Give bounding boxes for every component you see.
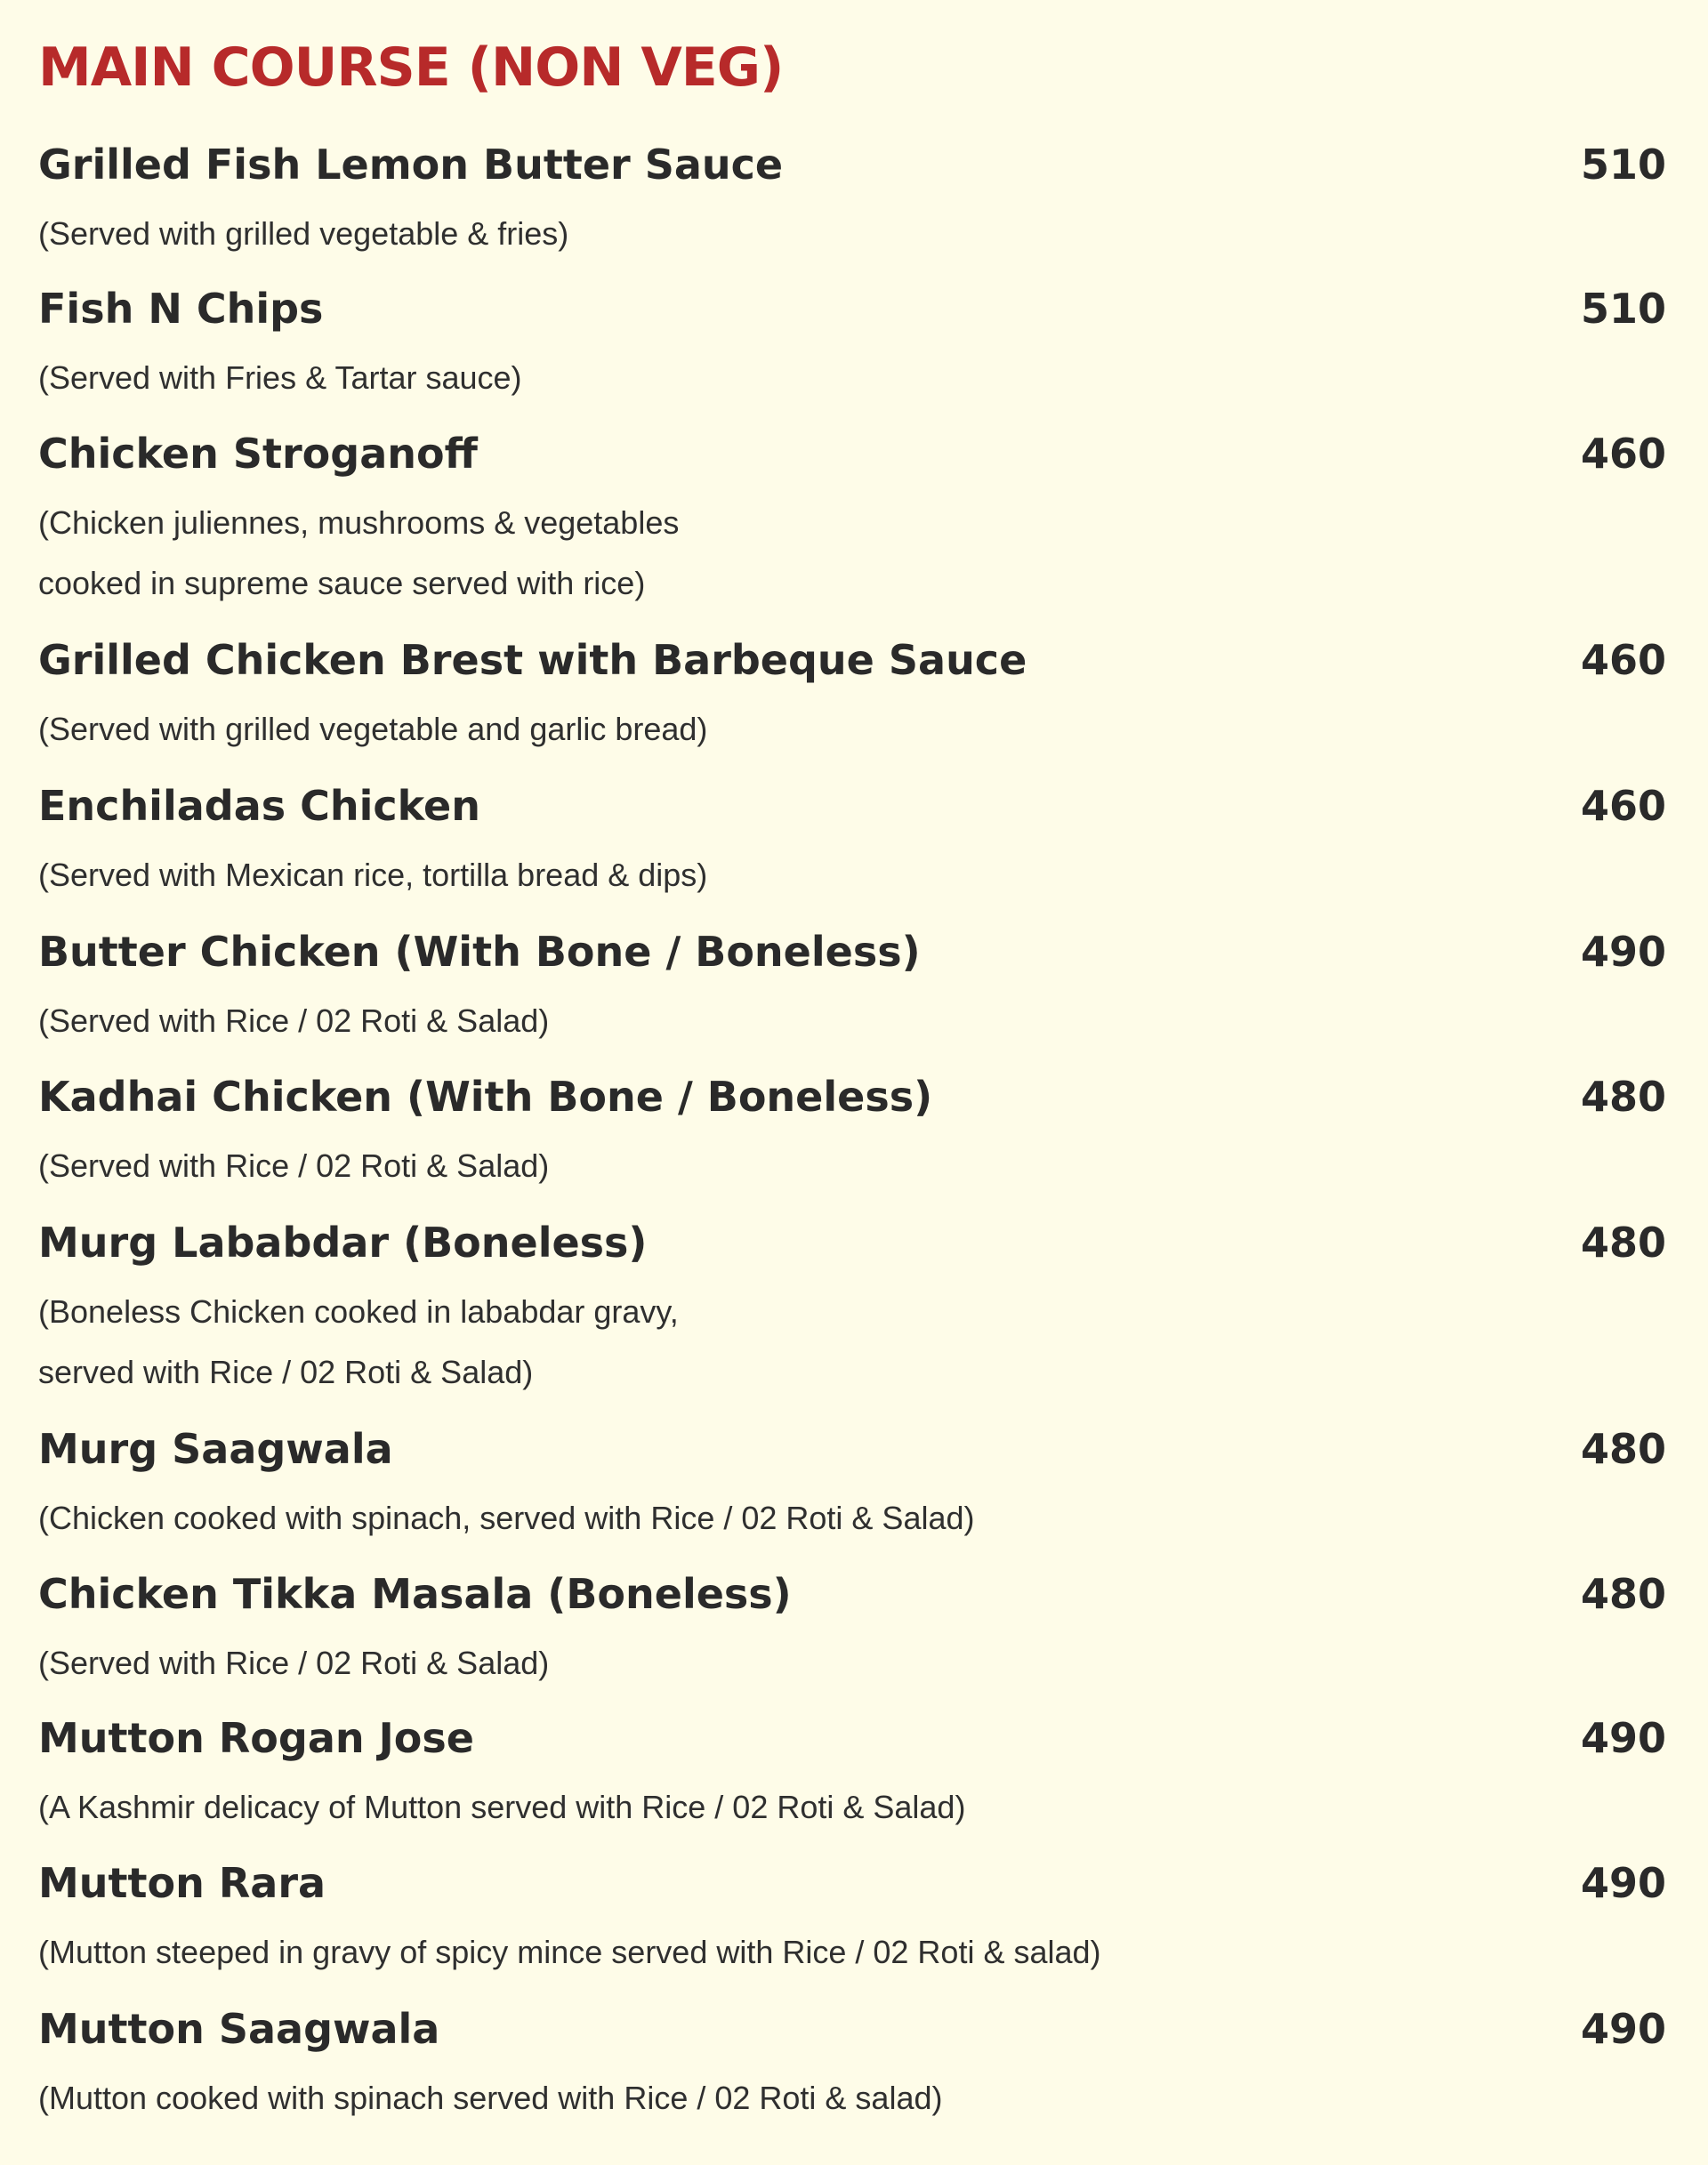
- menu-item-price: 460: [1580, 782, 1666, 830]
- menu-item-header: [38, 1993, 1666, 2064]
- menu-item-header: [38, 916, 1666, 987]
- menu-section-title: MAIN COURSE (NON VEG): [38, 36, 784, 99]
- menu-item-description: (A Kashmir delicacy of Mutton served with Rice / 02 Roti & Salad): [38, 1789, 966, 1825]
- menu-item-description: cooked in supreme sauce served with rice): [38, 565, 646, 601]
- menu-item-price: 510: [1580, 141, 1666, 189]
- menu-item-header: [38, 273, 1666, 344]
- menu-item-price: 460: [1580, 636, 1666, 684]
- menu-item: [38, 916, 1666, 1051]
- menu-item-description: (Served with Rice / 02 Roti & Salad): [38, 1645, 550, 1681]
- menu-item-name: Chicken Stroganoff: [38, 430, 478, 478]
- menu-item-price: 490: [1580, 928, 1666, 976]
- menu-item-price: 480: [1580, 1073, 1666, 1121]
- menu-item: [38, 1847, 1666, 1983]
- menu-item-description: (Served with Mexican rice, tortilla bread & dips): [38, 857, 708, 893]
- menu-item-price: 490: [1580, 2005, 1666, 2053]
- menu-item-header: [38, 129, 1666, 200]
- menu-item-description: (Served with Fries & Tartar sauce): [38, 359, 522, 396]
- menu-item-description: (Served with grilled vegetable & fries): [38, 215, 569, 252]
- menu-item-name: Murg Saagwala: [38, 1425, 393, 1473]
- menu-item-header: [38, 1702, 1666, 1774]
- menu-item-name: Grilled Fish Lemon Butter Sauce: [38, 141, 784, 189]
- menu-item-name: Butter Chicken (With Bone / Boneless): [38, 928, 921, 976]
- menu-item-header: [38, 624, 1666, 696]
- menu-item-header: [38, 1207, 1666, 1278]
- menu-item: [38, 273, 1666, 408]
- menu-item-description: (Mutton steeped in gravy of spicy mince served with Rice / 02 Roti & salad): [38, 1934, 1101, 1970]
- menu-item-name: Chicken Tikka Masala (Boneless): [38, 1570, 792, 1618]
- menu-item-price: 480: [1580, 1219, 1666, 1267]
- menu-item: [38, 1061, 1666, 1196]
- menu-item-header: [38, 770, 1666, 841]
- menu-item: [38, 129, 1666, 264]
- menu-item-description: (Mutton cooked with spinach served with Rice / 02 Roti & salad): [38, 2080, 943, 2116]
- menu-item-description: (Chicken cooked with spinach, served with Rice / 02 Roti & Salad): [38, 1500, 975, 1536]
- menu-item-header: [38, 1558, 1666, 1630]
- menu-item: [38, 1207, 1666, 1403]
- menu-page: [38, 0, 1666, 2165]
- menu-item-name: Mutton Saagwala: [38, 2005, 440, 2053]
- menu-item-price: 460: [1580, 430, 1666, 478]
- menu-item-price: 490: [1580, 1714, 1666, 1762]
- menu-item-name: Mutton Rogan Jose: [38, 1714, 474, 1762]
- menu-item-name: Enchiladas Chicken: [38, 782, 480, 830]
- menu-item-description: (Served with grilled vegetable and garlic bread): [38, 711, 708, 747]
- menu-item-price: 490: [1580, 1859, 1666, 1907]
- menu-item: [38, 1993, 1666, 2129]
- menu-item-description: (Chicken juliennes, mushrooms & vegetables: [38, 504, 680, 541]
- menu-item-description: served with Rice / 02 Roti & Salad): [38, 1354, 534, 1390]
- menu-item-name: Murg Lababdar (Boneless): [38, 1219, 648, 1267]
- menu-item-name: Kadhai Chicken (With Bone / Boneless): [38, 1073, 933, 1121]
- menu-item-header: [38, 1061, 1666, 1132]
- menu-item-description: (Served with Rice / 02 Roti & Salad): [38, 1002, 550, 1039]
- menu-item: [38, 1558, 1666, 1694]
- menu-item-description: (Served with Rice / 02 Roti & Salad): [38, 1147, 550, 1184]
- menu-item: [38, 1413, 1666, 1549]
- menu-item-price: 510: [1580, 285, 1666, 333]
- menu-item-price: 480: [1580, 1570, 1666, 1618]
- menu-item: [38, 418, 1666, 614]
- menu-item-description: (Boneless Chicken cooked in lababdar gravy,: [38, 1293, 679, 1330]
- menu-item-header: [38, 418, 1666, 489]
- menu-item: [38, 624, 1666, 760]
- menu-item-name: Grilled Chicken Brest with Barbeque Sauce: [38, 636, 1027, 684]
- menu-item-header: [38, 1847, 1666, 1919]
- menu-item-name: Fish N Chips: [38, 285, 324, 333]
- menu-item: [38, 1702, 1666, 1838]
- menu-item-header: [38, 1413, 1666, 1485]
- menu-item-name: Mutton Rara: [38, 1859, 326, 1907]
- menu-item-price: 480: [1580, 1425, 1666, 1473]
- menu-item: [38, 770, 1666, 905]
